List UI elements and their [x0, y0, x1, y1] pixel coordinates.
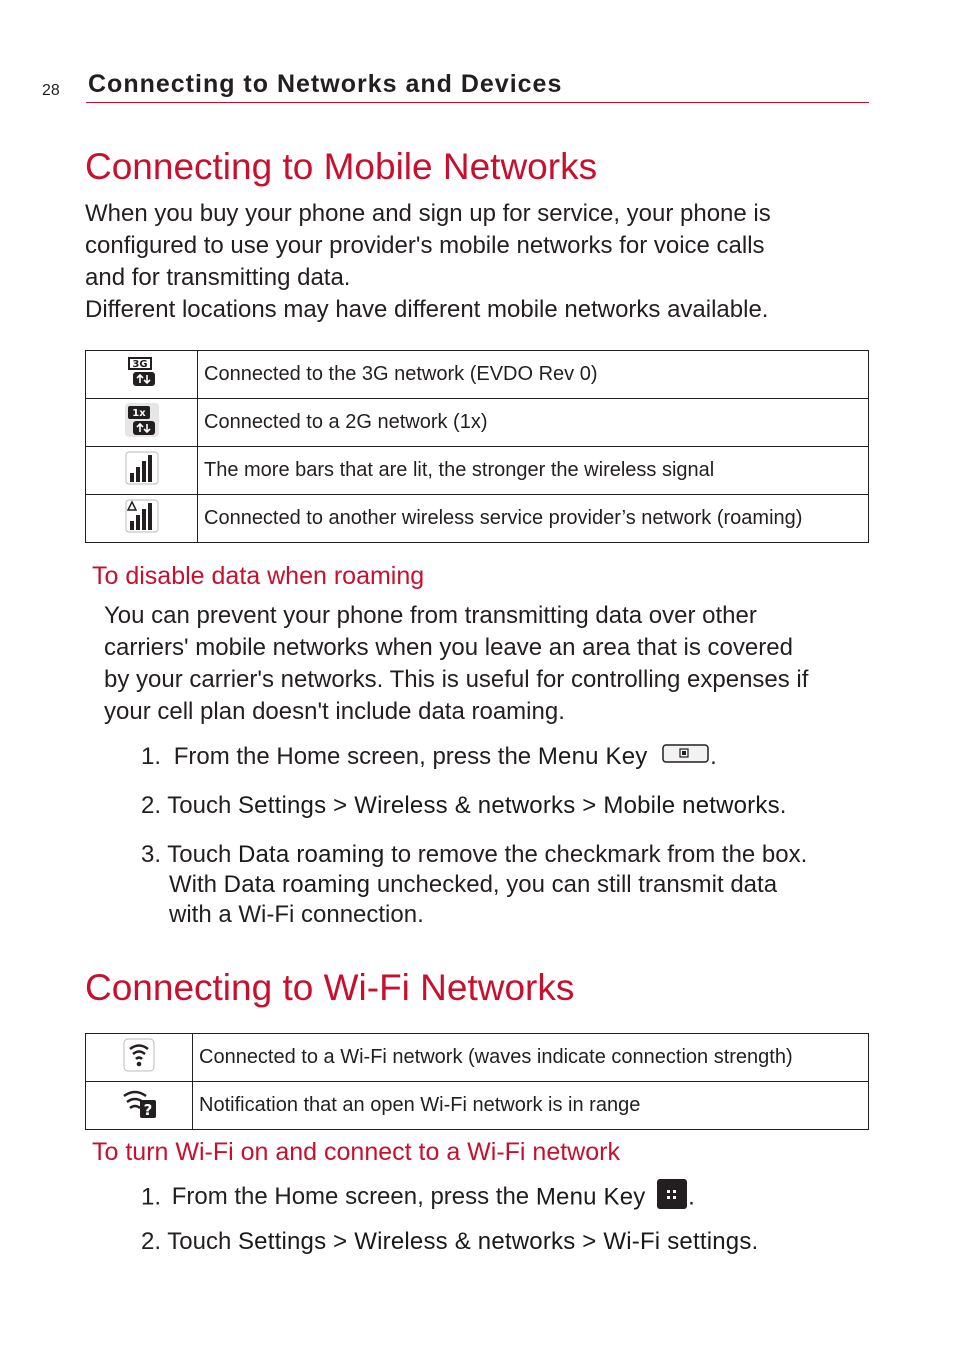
icon-description: Connected to a 2G network (1x): [198, 399, 869, 447]
icon-description: Connected to a Wi-Fi network (waves indicate connection strength): [193, 1034, 869, 1082]
step-text: Touch: [167, 1228, 232, 1255]
icon-description: The more bars that are lit, the stronger the wireless signal: [198, 447, 869, 495]
table-row: [86, 1034, 869, 1082]
table-row: [86, 399, 869, 447]
icon-description: Connected to the 3G network (EVDO Rev 0): [198, 351, 869, 399]
roaming-line: carriers' mobile networks when you leave an area that is covered: [104, 634, 793, 661]
settings-path: Settings > Wireless & networks > Wi-Fi settings: [237, 1228, 752, 1255]
1x-icon: [86, 399, 198, 447]
table-row: [86, 1082, 869, 1130]
step-number: 3.: [141, 841, 162, 868]
menu-key-label: Menu Key: [535, 1183, 646, 1211]
step-number: 1.: [141, 743, 162, 770]
step-end: .: [779, 792, 787, 819]
3g-icon: [86, 351, 198, 399]
signal-bars-icon: [86, 447, 198, 495]
step-end: .: [751, 1228, 759, 1255]
step-text: Touch: [167, 841, 232, 868]
header-rule: [86, 102, 869, 103]
wifi-step-2: [141, 1227, 758, 1257]
svg-text:?: ?: [143, 1100, 153, 1119]
step-text: with a Wi-Fi connection.: [169, 901, 424, 928]
step-number: 2.: [141, 792, 162, 819]
mobile-step-2: [141, 791, 786, 821]
svg-text:3G: 3G: [131, 358, 148, 370]
step-number: 1.: [141, 1183, 162, 1211]
roaming-line: your cell plan doesn't include data roaming.: [104, 698, 565, 725]
roaming-line: by your carrier's networks. This is useful for controlling expenses if: [104, 666, 809, 693]
roaming-heading: To disable data when roaming: [92, 562, 425, 590]
menu-key-icon: [656, 1178, 688, 1218]
data-roaming-label: Data roaming: [223, 871, 371, 898]
roaming-line: You can prevent your phone from transmitting data over other: [104, 602, 757, 629]
step-end: .: [710, 743, 717, 770]
roaming-text: [104, 600, 884, 728]
mobile-icon-table: [85, 350, 869, 543]
page-number: 28: [42, 82, 60, 99]
section-title-wifi: Connecting to Wi-Fi Networks: [85, 967, 575, 1008]
step-text: From the Home screen, press the: [171, 1183, 530, 1211]
icon-description: Connected to another wireless service provider’s network (roaming): [198, 495, 869, 543]
step-number: 2.: [141, 1228, 162, 1255]
intro-line: Different locations may have different mobile networks available.: [85, 296, 769, 323]
mobile-step-3: [141, 840, 807, 930]
running-header: Connecting to Networks and Devices: [88, 70, 563, 98]
menu-key-icon: [662, 743, 710, 773]
table-row: [86, 351, 869, 399]
step-text: With: [169, 871, 217, 898]
step-text: Touch: [167, 792, 232, 819]
settings-path: Settings > Wireless & networks > Mobile networks: [237, 792, 780, 819]
wifi-icon-table: [85, 1033, 869, 1130]
mobile-intro: [85, 198, 875, 326]
step-text: From the Home screen, press the: [173, 743, 532, 770]
wifi-step-1: [141, 1178, 695, 1218]
wifi-heading: To turn Wi-Fi on and connect to a Wi-Fi network: [92, 1138, 620, 1166]
wifi-open-network-icon: [86, 1082, 193, 1130]
step-text: to remove the checkmark from the box.: [391, 841, 808, 868]
table-row: [86, 447, 869, 495]
section-title-mobile: Connecting to Mobile Networks: [85, 146, 598, 187]
mobile-step-1: [141, 742, 717, 773]
data-roaming-label: Data roaming: [237, 841, 385, 868]
roaming-signal-icon: [86, 495, 198, 543]
wifi-connected-icon: [86, 1034, 193, 1082]
intro-line: When you buy your phone and sign up for service, your phone is: [85, 200, 771, 227]
intro-line: configured to use your provider's mobile networks for voice calls: [85, 232, 765, 259]
step-text: unchecked, you can still transmit data: [376, 871, 778, 898]
intro-line: and for transmitting data.: [85, 264, 351, 291]
svg-text:1x: 1x: [131, 407, 146, 419]
icon-description: Notification that an open Wi-Fi network is in range: [193, 1082, 869, 1130]
step-end: .: [688, 1183, 695, 1211]
table-row: [86, 495, 869, 543]
menu-key-label: Menu Key: [537, 743, 648, 770]
